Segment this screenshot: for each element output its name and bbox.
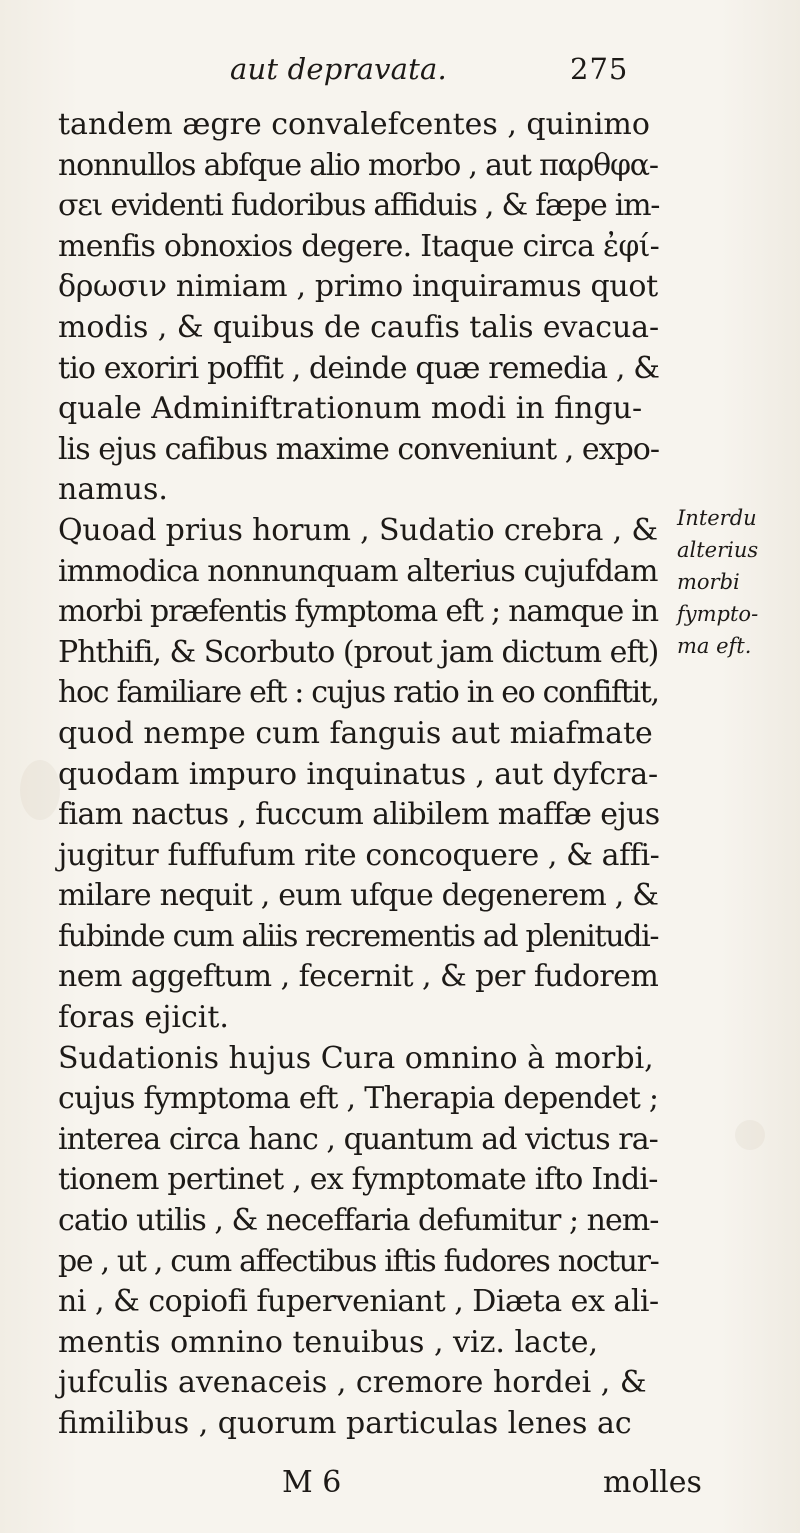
text-line: δρωσιν nimiam , primo inquiramus quot xyxy=(58,269,658,305)
text-line: fubinde cum aliis recrementis ad plenitudi- xyxy=(58,918,659,954)
text-line: interea circa hanc , quantum ad victus ra- xyxy=(58,1121,658,1157)
text-line: milare nequit , eum ufque degenerem , & xyxy=(58,878,659,914)
margin-note-line: alterius xyxy=(677,538,759,562)
text-line: jufculis avenaceis , cremore hordei , & xyxy=(58,1365,647,1401)
text-line: ni , & copiofi fuperveniant , Diæta ex ali- xyxy=(58,1284,659,1320)
text-line: jugitur fuffufum rite concoquere , & affi- xyxy=(58,837,660,873)
text-line: nem aggeftum , fecernit , & per fudorem xyxy=(58,959,659,995)
margin-note-line: Interdu xyxy=(677,506,757,530)
text-line: foras ejicit. xyxy=(58,1000,229,1036)
margin-note-line: fympto- xyxy=(677,602,759,626)
text-line: tandem ægre convalefcentes , quinimo xyxy=(58,107,650,142)
text-line: modis , & quibus de caufis talis evacua- xyxy=(58,309,660,345)
page-number: 275 xyxy=(570,52,629,86)
text-line: Quoad prius horum , Sudatio crebra , & xyxy=(58,512,658,548)
catchword: molles xyxy=(603,1465,702,1500)
text-line: tio exoriri poffit , deinde quæ remedia , & xyxy=(58,350,660,386)
body-text xyxy=(58,105,658,1445)
text-line: quale Adminiftrationum modi in fingu- xyxy=(58,391,643,427)
margin-note xyxy=(677,502,787,662)
text-line: namus. xyxy=(58,472,168,508)
page-header xyxy=(0,52,800,92)
running-head: aut depravata. xyxy=(230,52,447,86)
paper-stain xyxy=(735,1120,765,1150)
text-line: immodica nonnunquam alterius cujufdam xyxy=(58,553,658,589)
margin-note-line: morbi xyxy=(677,570,740,594)
text-line: nonnullos abfque alio morbo , aut παρθφα- xyxy=(58,147,658,183)
text-line: tionem pertinet , ex fymptomate ifto Indi- xyxy=(58,1162,658,1198)
text-line: catio utilis , & neceffaria defumitur ; nem- xyxy=(58,1203,659,1239)
text-line: quodam impuro inquinatus , aut dyfcra- xyxy=(58,756,659,792)
text-line: menfis obnoxios degere. Itaque circa ἐφί- xyxy=(58,228,659,264)
text-line: Phthifi, & Scorbuto (prout jam dictum eft) xyxy=(58,634,659,670)
margin-note-line: ma eft. xyxy=(677,634,752,658)
text-line: morbi præfentis fymptoma eft ; namque in xyxy=(58,594,658,630)
text-line: hoc familiare eft : cujus ratio in eo confiftit, xyxy=(58,675,659,711)
text-line: mentis omnino tenuibus , viz. lacte, xyxy=(58,1324,599,1360)
text-line: quod nempe cum fanguis aut miafmate xyxy=(58,715,653,751)
page-footer xyxy=(0,1465,800,1505)
text-line: Sudationis hujus Cura omnino à morbi, xyxy=(58,1040,654,1076)
paper-stain xyxy=(20,760,60,820)
text-line: σει evidenti fudoribus affiduis , & fæpe im- xyxy=(58,188,660,224)
text-line: pe , ut , cum affectibus iftis fudores noctur- xyxy=(58,1243,659,1279)
text-line: lis ejus cafibus maxime conveniunt , expo- xyxy=(58,431,660,467)
text-line: fiam nactus , fuccum alibilem maffæ ejus xyxy=(58,797,660,833)
text-line: cujus fymptoma eft , Therapia dependet ; xyxy=(58,1081,659,1117)
text-line: fimilibus , quorum particulas lenes ac xyxy=(58,1406,632,1441)
signature-mark: M 6 xyxy=(282,1465,342,1500)
